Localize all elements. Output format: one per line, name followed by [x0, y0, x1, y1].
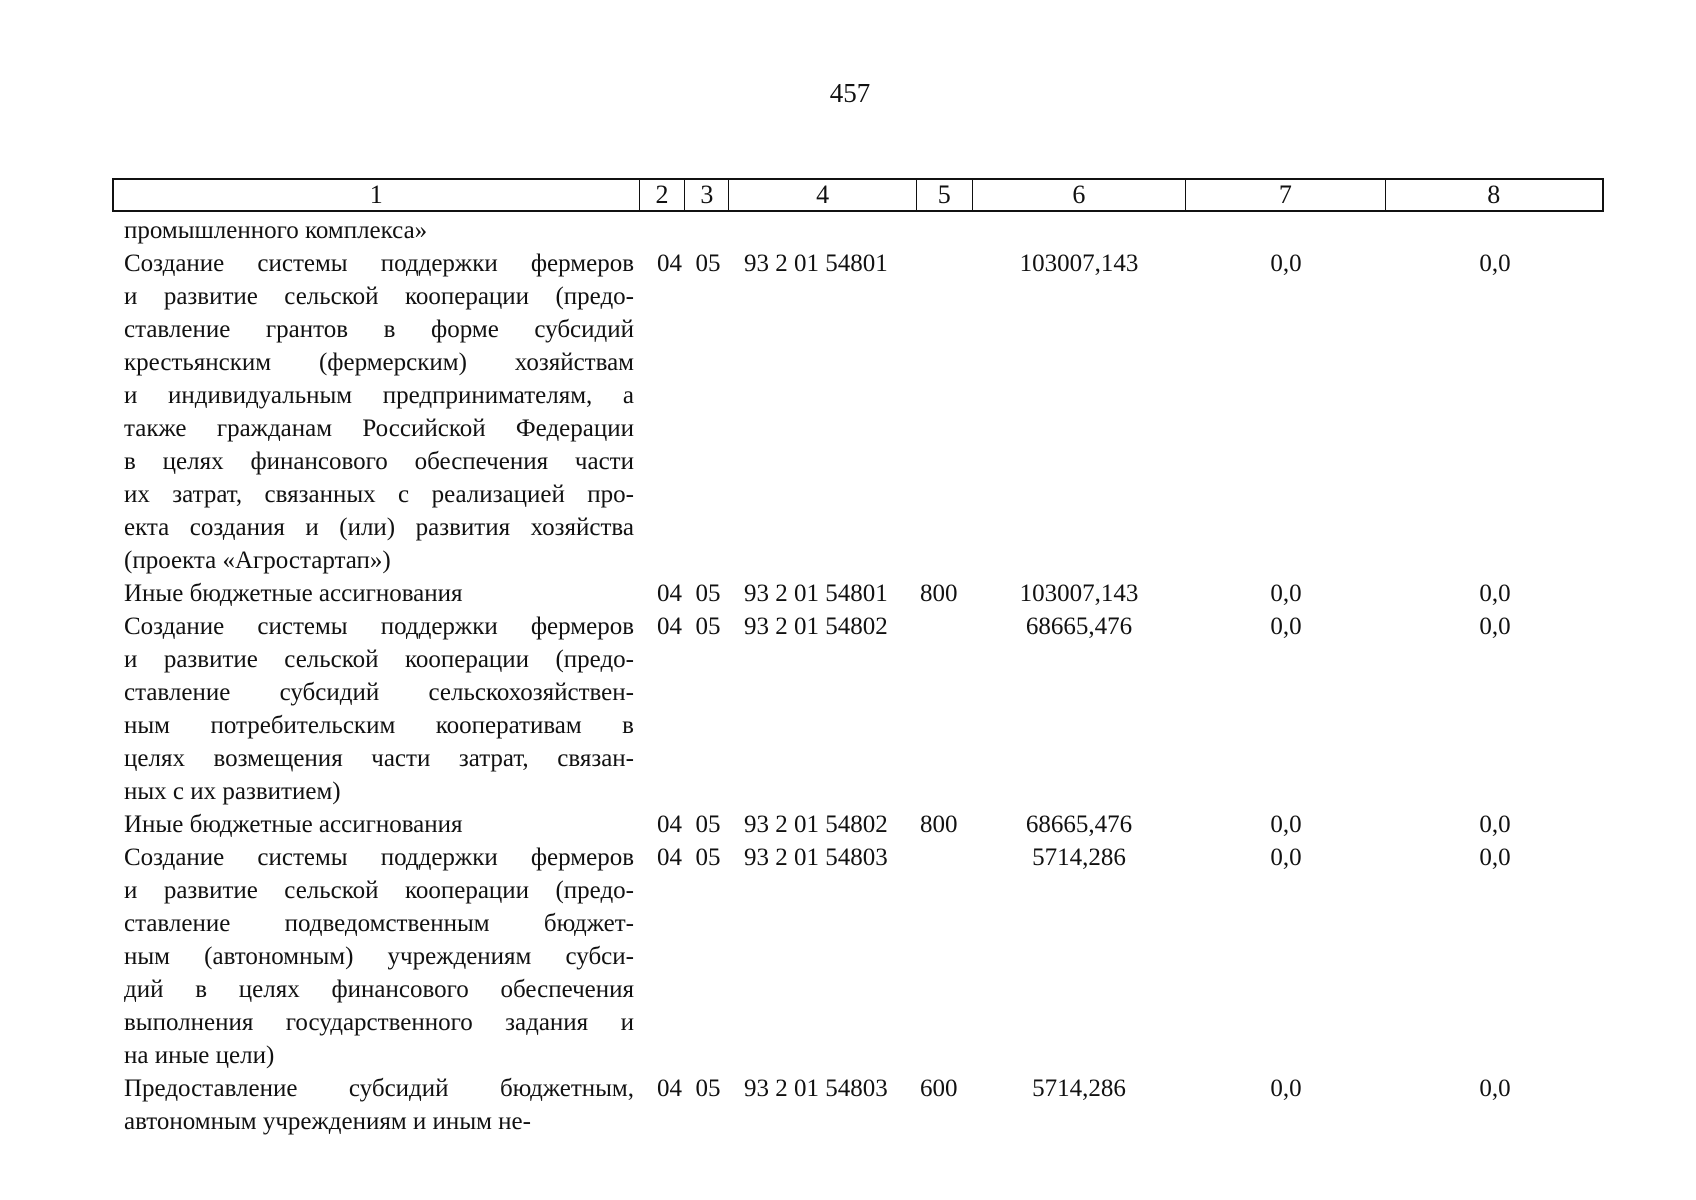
description-line: ным (автономным) учреждениям субси-: [124, 943, 634, 970]
row-cell-col-4: 93 2 01 54803: [744, 1075, 888, 1102]
description-line: ставление субсидий сельскохозяйствен-: [124, 679, 634, 706]
table-row: [112, 841, 1604, 1072]
row-cell-col-4: 93 2 01 54803: [744, 844, 888, 871]
row-description: [112, 1072, 638, 1138]
description-line: Создание системы поддержки фермеров: [124, 844, 634, 871]
header-cell-1: 1: [369, 180, 383, 209]
row-cell-col-8: 0,0: [1479, 580, 1511, 607]
row-cell-col-3: 05: [695, 250, 721, 277]
row-cell-col-6: 103007,143: [1019, 250, 1139, 277]
description-line: и развитие сельской кооперации (предо-: [124, 646, 634, 673]
row-cell-col-2: 04: [657, 613, 682, 640]
table-row: [112, 808, 1604, 841]
row-cell-col-2: 04: [657, 844, 682, 871]
row-cell-col-3: 05: [695, 844, 721, 871]
row-cell-col-4: 93 2 01 54802: [744, 811, 888, 838]
description-line: и индивидуальным предпринимателям, а: [124, 382, 634, 409]
table-row: [112, 214, 1604, 247]
description-line: промышленного комплекса»: [124, 217, 428, 244]
row-cell-col-2: 04: [657, 811, 682, 838]
description-line: ных с их развитием): [124, 778, 341, 805]
row-cell-col-7: 0,0: [1270, 844, 1302, 871]
row-cell-col-6: 5714,286: [1032, 844, 1126, 871]
row-description: [112, 577, 638, 610]
table-row: [112, 577, 1604, 610]
row-cell-col-3: 05: [695, 811, 721, 838]
description-line: ставление подведомственным бюджет-: [124, 910, 634, 937]
row-cell-col-8: 0,0: [1479, 250, 1511, 277]
header-cell-3: 3: [684, 180, 728, 210]
row-cell-col-4: 93 2 01 54801: [744, 580, 888, 607]
row-cell-col-6: 5714,286: [1032, 1075, 1126, 1102]
row-cell-col-2: 04: [657, 1075, 682, 1102]
row-cell-col-8: 0,0: [1479, 811, 1511, 838]
description-line: ставление грантов в форме субсидий: [124, 316, 634, 343]
row-cell-col-2: 04: [657, 580, 682, 607]
table-row: [112, 247, 1604, 577]
row-cell-col-5: 800: [920, 580, 958, 607]
description-line: автономным учреждениям и иным не-: [124, 1108, 531, 1135]
row-cell-col-8: 0,0: [1479, 613, 1511, 640]
row-cell-col-7: 0,0: [1270, 811, 1302, 838]
description-line: крестьянским (фермерским) хозяйствам: [124, 349, 634, 376]
description-line: (проекта «Агростартап»): [124, 547, 391, 574]
table-row: [112, 1072, 1604, 1138]
description-line: выполнения государственного задания и: [124, 1009, 634, 1036]
description-line: в целях финансового обеспечения части: [124, 448, 634, 475]
header-cell-4: 4: [728, 180, 916, 210]
row-cell-col-7: 0,0: [1270, 1075, 1302, 1102]
row-cell-col-7: 0,0: [1270, 250, 1302, 277]
description-line: и развитие сельской кооперации (предо-: [124, 877, 634, 904]
header-cell-8: 8: [1385, 180, 1602, 210]
description-line: Иные бюджетные ассигнования: [124, 811, 463, 838]
row-description: [112, 808, 638, 841]
description-line: Создание системы поддержки фермеров: [124, 613, 634, 640]
row-cell-col-2: 04: [657, 250, 682, 277]
header-cell-6: 6: [972, 180, 1185, 210]
description-line: Предоставление субсидий бюджетным,: [124, 1075, 634, 1102]
row-cell-col-3: 05: [695, 580, 721, 607]
description-line: Создание системы поддержки фермеров: [124, 250, 634, 277]
row-description: [112, 214, 638, 247]
row-cell-col-6: 68665,476: [1025, 613, 1133, 640]
header-cell-7: 7: [1185, 180, 1384, 210]
row-cell-col-6: 68665,476: [1025, 811, 1133, 838]
table-body: [112, 212, 1604, 1138]
row-cell-col-3: 05: [695, 1075, 721, 1102]
row-cell-col-8: 0,0: [1479, 844, 1511, 871]
description-line: их затрат, связанных с реализацией про-: [124, 481, 634, 508]
row-description: [112, 610, 638, 808]
budget-table: [112, 178, 1604, 1138]
row-cell-col-6: 103007,143: [1019, 580, 1139, 607]
row-cell-col-3: 05: [695, 613, 721, 640]
description-line: и развитие сельской кооперации (предо-: [124, 283, 634, 310]
row-cell-col-7: 0,0: [1270, 613, 1302, 640]
row-cell-col-4: 93 2 01 54801: [744, 250, 888, 277]
description-line: Иные бюджетные ассигнования: [124, 580, 463, 607]
row-cell-col-4: 93 2 01 54802: [744, 613, 888, 640]
header-cell-2: 2: [639, 180, 685, 210]
table-header-row: [112, 178, 1604, 212]
page-number-text: 457: [829, 78, 871, 108]
row-cell-col-5: 600: [920, 1075, 958, 1102]
row-cell-col-8: 0,0: [1479, 1075, 1511, 1102]
description-line: ным потребительским кооперативам в: [124, 712, 634, 739]
row-cell-col-7: 0,0: [1270, 580, 1302, 607]
description-line: екта создания и (или) развития хозяйства: [124, 514, 634, 541]
table-row: [112, 610, 1604, 808]
row-description: [112, 841, 638, 1072]
description-line: на иные цели): [124, 1042, 275, 1069]
row-description: [112, 247, 638, 577]
header-cell-5: 5: [916, 180, 972, 210]
description-line: целях возмещения части затрат, связан-: [124, 745, 634, 772]
row-cell-col-5: 800: [920, 811, 958, 838]
description-line: дий в целях финансового обеспечения: [124, 976, 634, 1003]
description-line: также гражданам Российской Федерации: [124, 415, 634, 442]
